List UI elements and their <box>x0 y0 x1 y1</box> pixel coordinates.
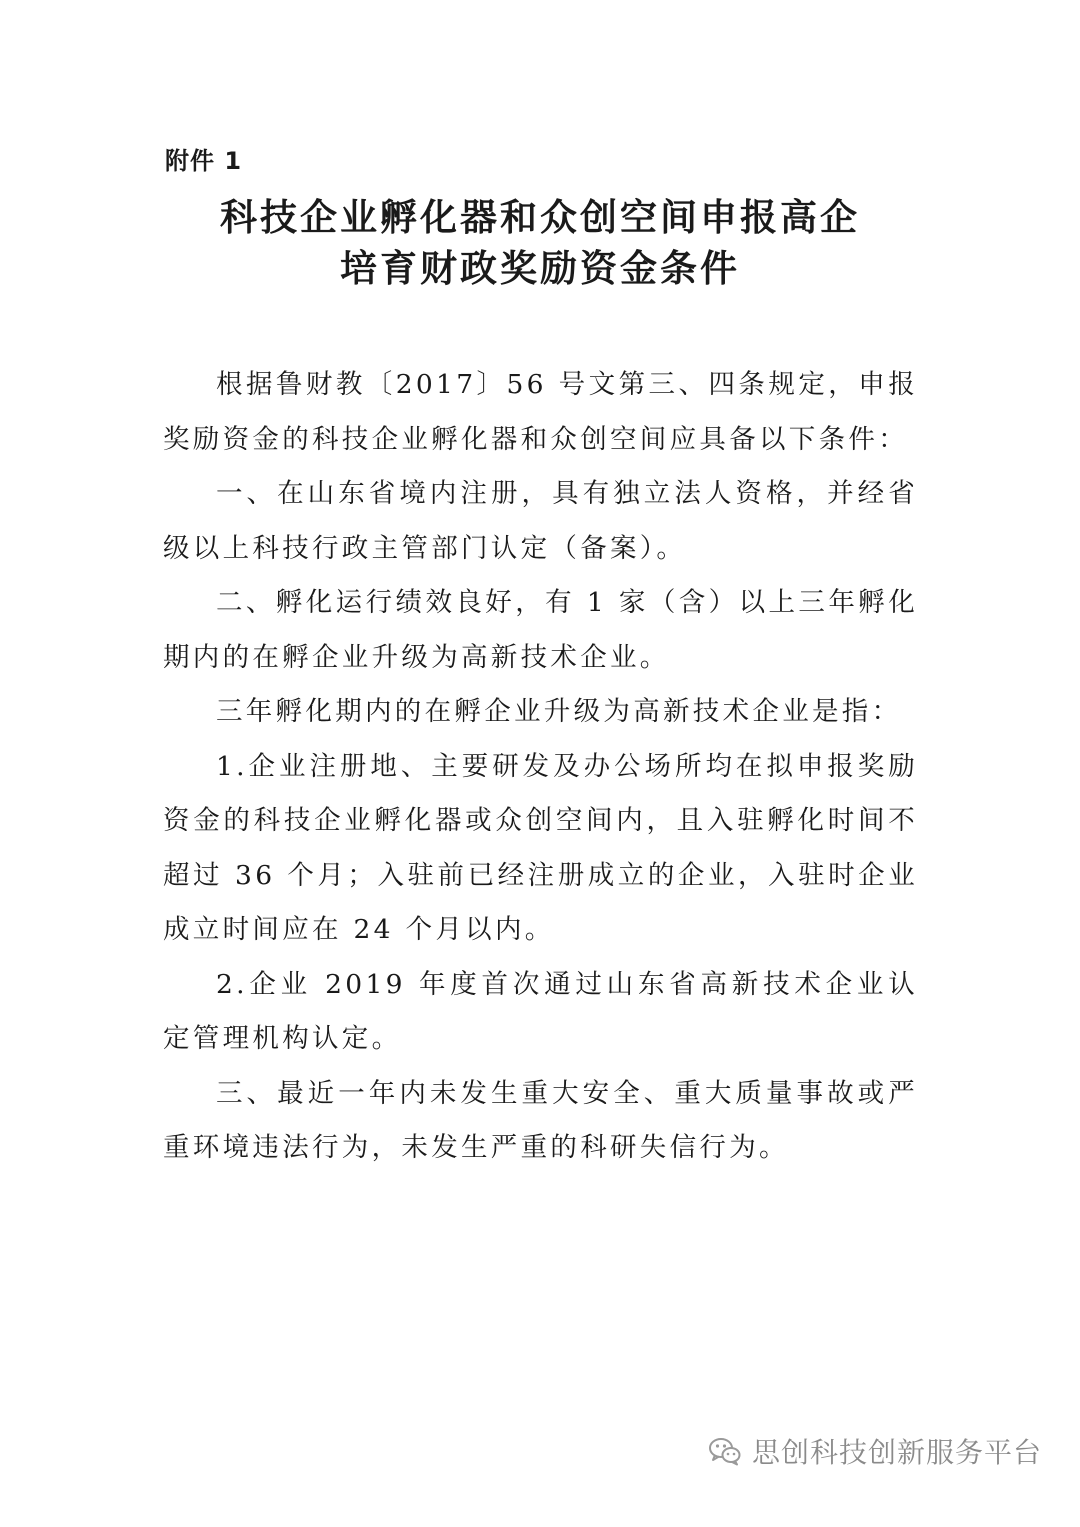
paragraph-condition-2: 二、孵化运行绩效良好，有 1 家（含）以上三年孵化期内的在孵企业升级为高新技术企业。 <box>163 587 918 673</box>
paragraph-intro: 根据鲁财教〔2017〕56 号文第三、四条规定，申报奖励资金的科技企业孵化器和众创空间应具备以下条件： <box>163 369 918 455</box>
document-title-line-2: 培育财政奖励资金条件 <box>340 247 740 290</box>
attachment-label: 附件 1 <box>165 147 243 175</box>
wechat-icon <box>708 1436 742 1466</box>
paragraph-item-2: 2.企业 2019 年度首次通过山东省高新技术企业认定管理机构认定。 <box>163 968 918 1054</box>
paragraph-definition: 三年孵化期内的在孵企业升级为高新技术企业是指： <box>216 696 902 727</box>
paragraph-condition-1: 一、在山东省境内注册，具有独立法人资格，并经省级以上科技行政主管部门认定（备案）。 <box>163 478 918 564</box>
watermark-text: 思创科技创新服务平台 <box>751 1436 1042 1469</box>
paragraph-item-1: 1.企业注册地、主要研发及办公场所均在拟申报奖励资金的科技企业孵化器或众创空间内，且入驻孵化时间不超过 36 个月；入驻前已经注册成立的企业，入驻时企业成立时间应在 24 个月以内。 <box>163 750 918 945</box>
watermark <box>708 1431 1042 1471</box>
document-title-line-1: 科技企业孵化器和众创空间申报高企 <box>220 196 860 239</box>
paragraph-condition-3: 三、最近一年内未发生重大安全、重大质量事故或严重环境违法行为，未发生严重的科研失信行为。 <box>163 1077 918 1163</box>
document-body <box>163 358 918 1176</box>
